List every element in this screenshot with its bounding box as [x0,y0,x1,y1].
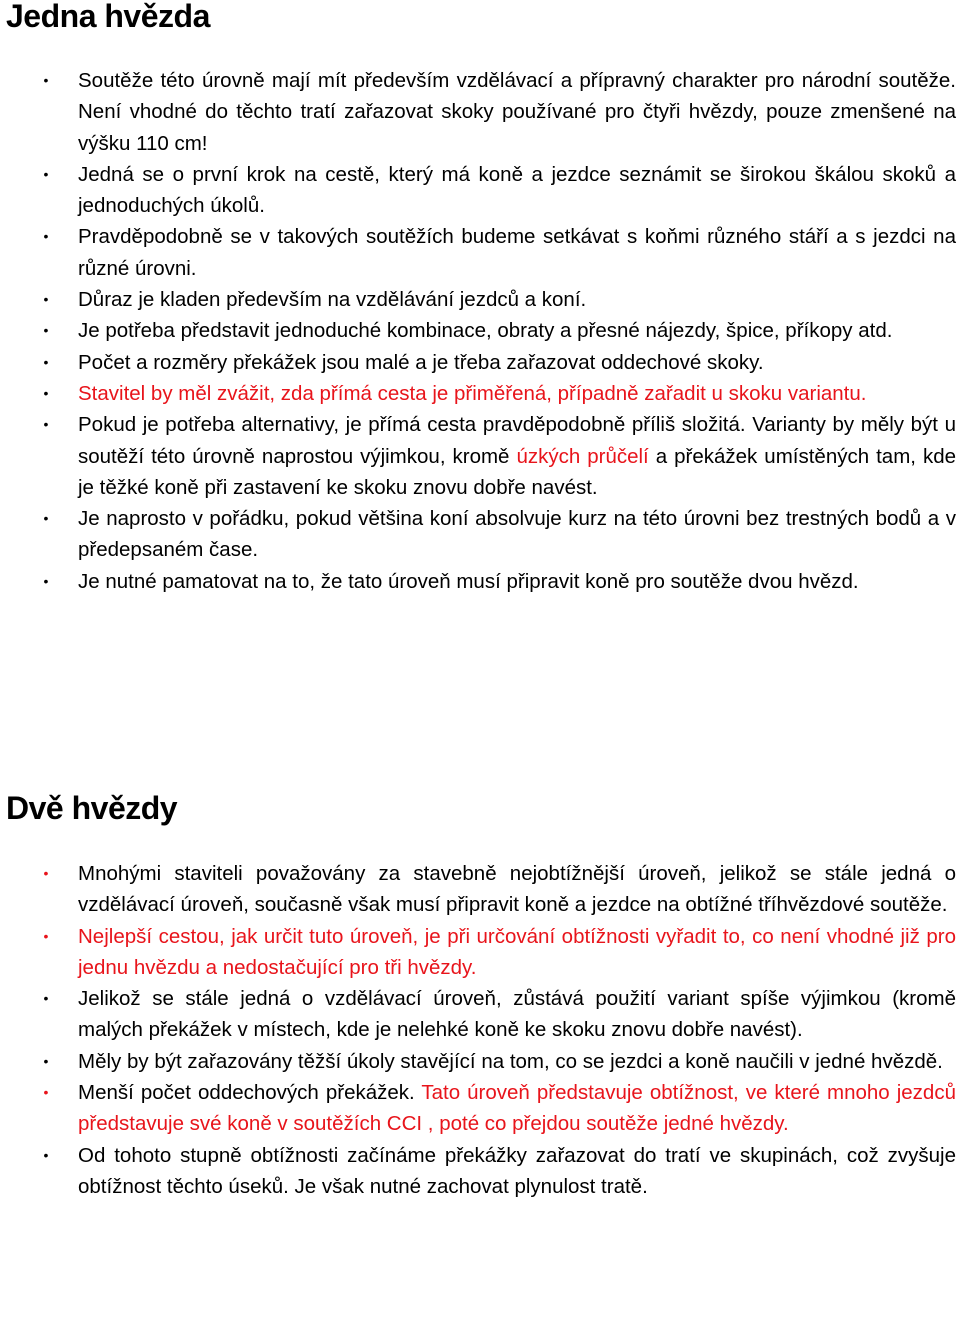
list-item-text: Stavitel by měl zvážit, zda přímá cesta je přiměřená, případně zařadit u skoku variantu. [78,381,867,405]
bullet-dot-icon: • [43,572,49,589]
section-title-one-star: Jedna hvězda [6,0,210,34]
bullet-dot-icon: • [43,1146,49,1163]
bullet-dot-icon: • [43,291,49,308]
bullet-dot-icon: • [43,865,49,881]
list-item [0,858,960,921]
list-item-text: Pokud je potřeba alternativy, je přímá cesta pravděpodobně příliš složitá. Varianty by měly být u soutěží této úrovně naprostou výjimkou, kromě [78,413,956,468]
section-title-two-stars: Dvě hvězdy [6,790,178,826]
list-item [0,566,960,597]
bullet-dot-icon: • [43,165,49,182]
bullet-dot-icon: • [43,322,49,339]
list-item-text: Měly by být zařazovány těžší úkoly stavějící na tom, co se jezdci a koně naučili v jedné hvězdě. [78,1049,943,1073]
list-item [0,315,960,346]
bullet-dot-icon: • [43,1084,49,1101]
list-item-text: Pravděpodobně se v takových soutěžích budeme setkávat s koňmi různého stáří a s jezdci na různé úrovni. [78,225,956,280]
list-item-text: Jelikož se stále jedná o vzdělávací úroveň, zůstává použití variant spíše výjimkou (kromě malých překážek v místech, kde je nelehké koně ke skoku znovu dobře navést). [78,987,956,1042]
list-item [0,221,960,284]
list-item [0,347,960,378]
list-item-text: Je potřeba představit jednoduché kombinace, obraty a přesné nájezdy, špice, příkopy atd. [78,319,893,343]
list-item-text: Od tohoto stupně obtížnosti začínáme překážky zařazovat do tratí ve skupinách, což zvyšuje obtížnost těchto úseků. Je však nutné zachovat plynulost tratě. [78,1143,956,1198]
list-item [0,503,960,566]
list-item-text: Menší počet oddechových překážek. [78,1081,422,1105]
list-item [0,378,960,409]
bullet-dot-icon: • [43,72,49,88]
list-item-text: Důraz je kladen především na vzdělávání jezdců a koní. [78,288,587,312]
bullet-list-two-stars [0,858,960,1202]
list-item-text: Nejlepší cestou, jak určit tuto úroveň, je při určování obtížnosti vyřadit to, co není vhodné již pro jednu hvězdu a nedostačující pro tři hvězdy. [78,924,956,979]
list-item-text: úzkých průčelí [516,444,649,468]
list-item [0,1140,960,1203]
list-item [0,921,960,984]
list-item [0,409,960,503]
bullet-dot-icon: • [43,510,49,527]
list-item-text: Tato úroveň představuje obtížnost, ve které mnoho jezdců představuje své koně v soutěžích CCI , poté co přejdou soutěže jedné hvězdy. [78,1081,956,1136]
list-item-text: Je nutné pamatovat na to, že tato úroveň musí připravit koně pro soutěže dvou hvězd. [78,569,859,593]
list-item-text: Počet a rozměry překážek jsou malé a je třeba zařazovat oddechové skoky. [78,350,764,374]
list-item [0,284,960,315]
bullet-dot-icon: • [43,353,49,370]
list-item-text: Mnohými staviteli považovány za stavebně nejobtížnější úroveň, jelikož se stále jedná o vzdělávací úroveň, současně však musí připravit koně a jezdce na obtížné tříhvězdové soutěže. [78,862,956,917]
bullet-dot-icon: • [43,927,49,944]
list-item [0,1077,960,1140]
list-item-text: Jedná se o první krok na cestě, který má koně a jezdce seznámit se širokou škálou skoků a jednoduchých úkolů. [78,162,956,218]
list-item-text: Je naprosto v pořádku, pokud většina koní absolvuje kurz na této úrovni bez trestných bodů a v předepsaném čase. [78,507,956,562]
bullet-dot-icon: • [43,416,49,433]
bullet-list-one-star [0,65,960,597]
bullet-dot-icon: • [43,384,49,401]
list-item-text: Soutěže této úrovně mají mít především vzdělávací a přípravný charakter pro národní soutěže. Není vhodné do těchto tratí zařazovat skoky používané pro čtyři hvězdy, pouze zmenšené na výšku 110 cm! [78,69,956,155]
bullet-dot-icon: • [43,1052,49,1069]
bullet-dot-icon: • [43,228,49,245]
list-item [0,983,960,1046]
list-item [0,65,960,159]
list-item [0,159,960,222]
list-item-text: a překážek umístěných tam, kde je těžké koně při zastavení ke skoku znovu dobře navést. [78,444,957,499]
bullet-dot-icon: • [43,990,49,1007]
list-item [0,1046,960,1077]
